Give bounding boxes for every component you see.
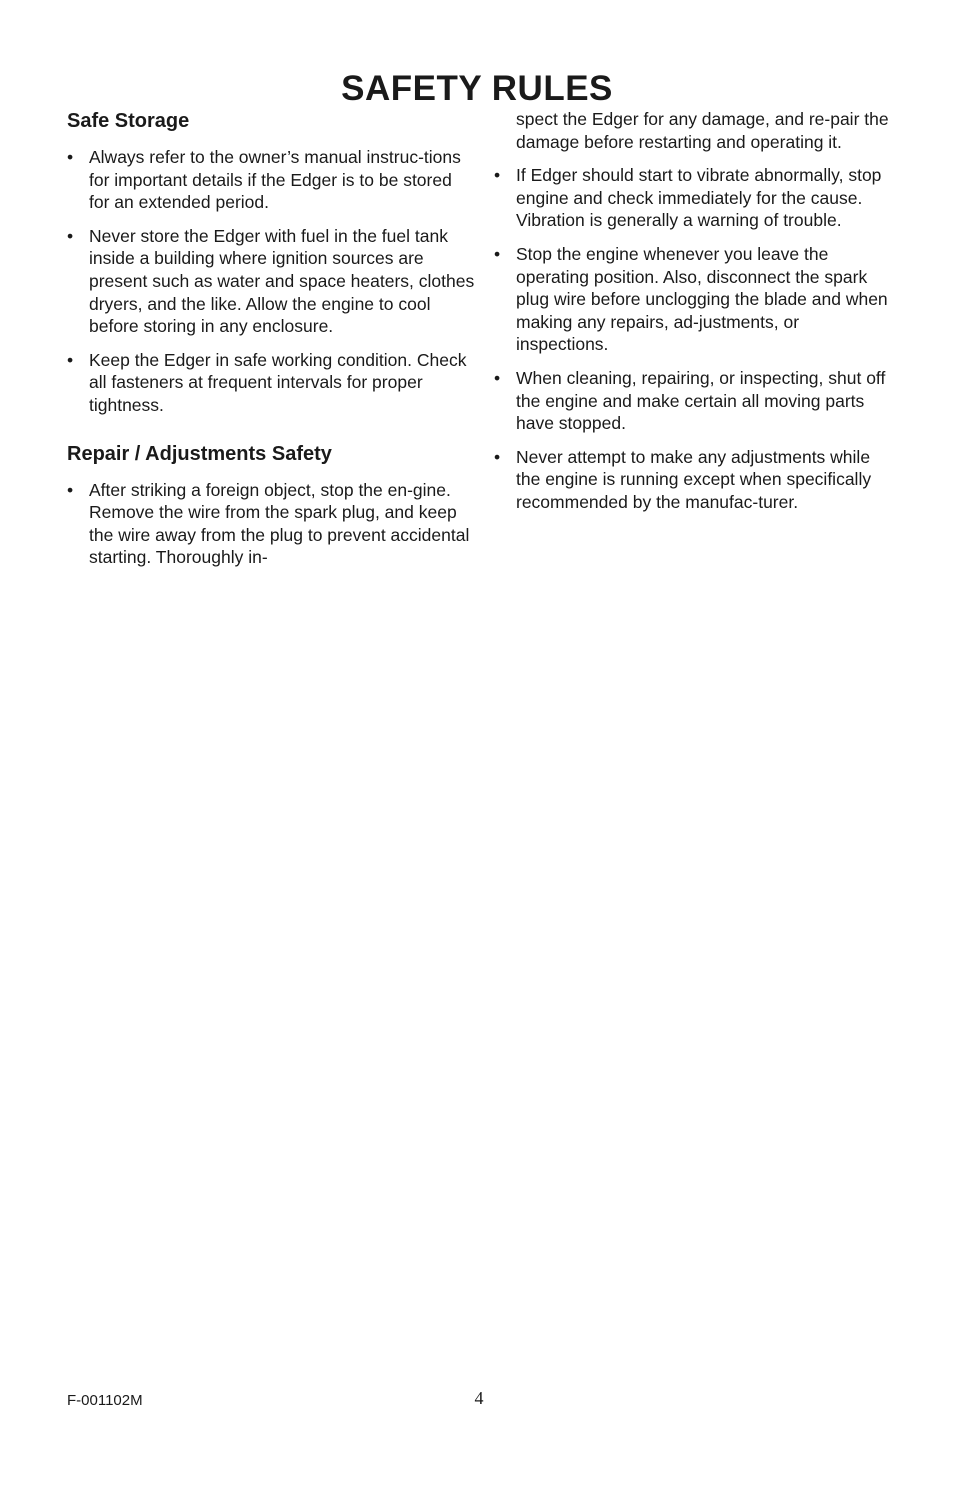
right-column — [494, 108, 894, 525]
bullet-icon: • — [494, 243, 501, 264]
list-item — [67, 146, 475, 214]
section-heading-safe-storage: Safe Storage — [67, 110, 190, 132]
bullet-icon: • — [494, 446, 501, 467]
list-item-text: Never store the Edger with fuel in the fuel tank inside a building where ignition sources are present such as water and space heaters, clothes dryers, and the like. Allow the engine to cool before storing in any enclosure. — [89, 225, 475, 337]
left-column — [67, 108, 475, 580]
bullet-icon: • — [67, 349, 74, 370]
repair-list-continued — [494, 164, 894, 513]
list-item — [67, 225, 475, 338]
list-item — [494, 164, 894, 232]
repair-list — [67, 479, 475, 569]
document-code: F-001102M — [67, 1392, 143, 1409]
section-heading-repair-adjustments: Repair / Adjustments Safety — [67, 442, 332, 465]
list-item — [494, 367, 894, 435]
list-item-text: Never attempt to make any adjustments while the engine is running except when specifically recommended by the manufac-turer. — [516, 446, 872, 512]
bullet-icon: • — [494, 367, 501, 388]
list-item-text: Keep the Edger in safe working condition. Check all fasteners at frequent intervals for proper tightness. — [89, 349, 467, 415]
safe-storage-list — [67, 146, 475, 417]
bullet-icon: • — [67, 479, 74, 500]
list-item-text: When cleaning, repairing, or inspecting, shut off the engine and make certain all moving parts have stopped. — [516, 367, 886, 434]
list-item-text: If Edger should start to vibrate abnormally, stop engine and check immediately for the cause. Vibration is generally a warning of trouble. — [516, 165, 882, 231]
list-item — [67, 349, 475, 417]
continued-text: spect the Edger for any damage, and re-pair the damage before restarting and operating it. — [516, 109, 889, 152]
page-number: 4 — [474, 1388, 484, 1408]
list-item — [494, 243, 894, 356]
bullet-icon: • — [67, 147, 74, 167]
bullet-icon: • — [67, 225, 74, 246]
list-item-text: After striking a foreign object, stop the en-gine. Remove the wire from the spark plug, and keep the wire away from the plug to prevent accidental starting. Thoroughly in- — [89, 479, 470, 568]
list-item-text: Stop the engine whenever you leave the operating position. Also, disconnect the spark plug wire before unclogging the blade and when making any repairs, ad-justments, or inspections. — [516, 243, 888, 355]
list-item — [494, 446, 894, 514]
page-title: SAFETY RULES — [341, 69, 613, 108]
list-item — [67, 479, 475, 569]
list-item-text: Always refer to the owner’s manual instruc-tions for important details if the Edger is to be stored for an extended period. — [89, 147, 461, 213]
bullet-icon: • — [494, 165, 501, 186]
